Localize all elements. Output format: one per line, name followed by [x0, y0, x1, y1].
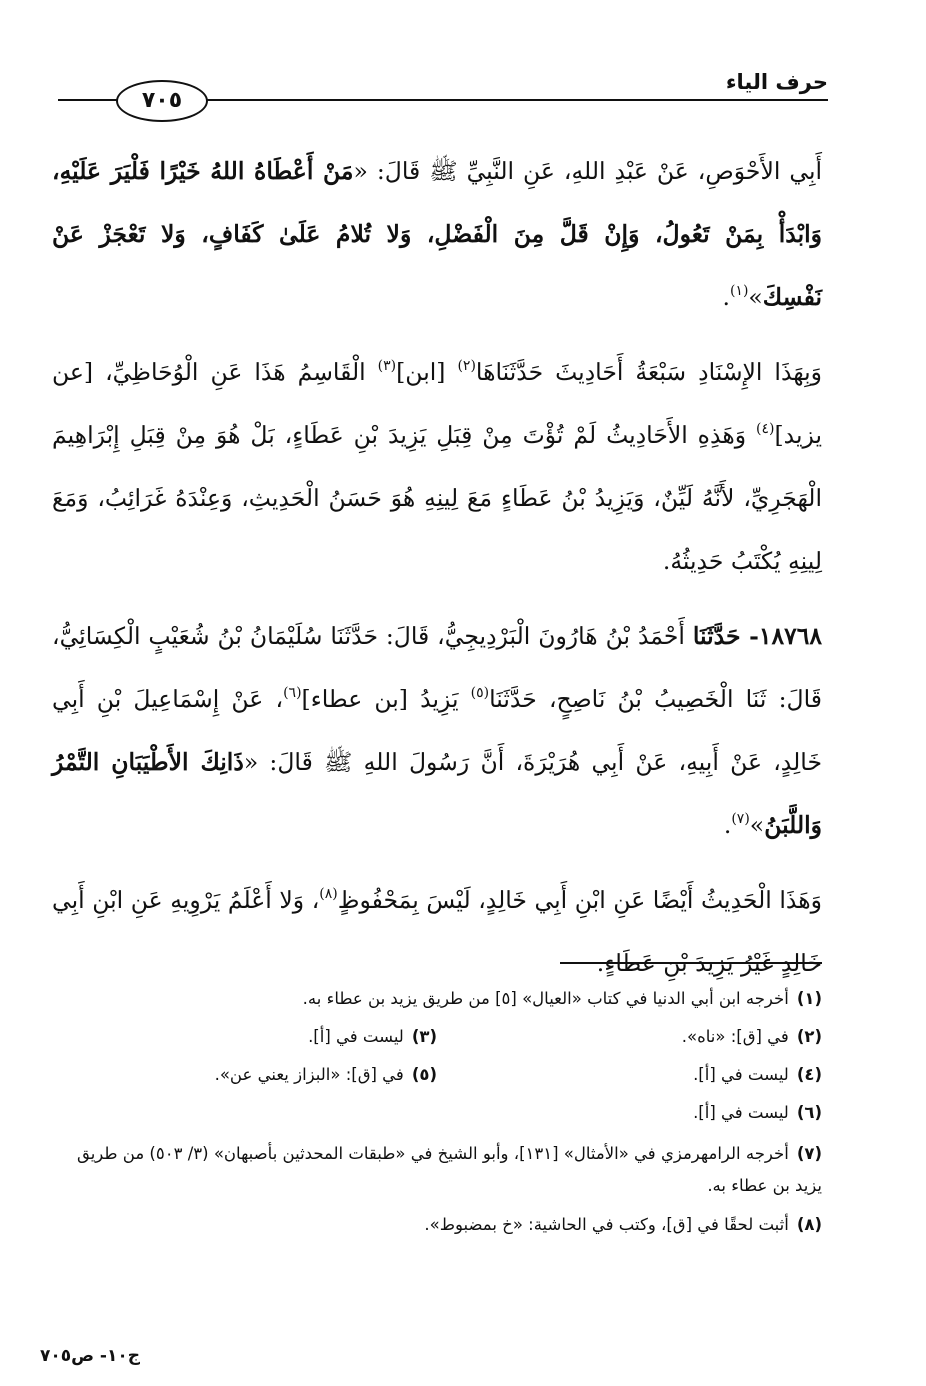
text-run: ، وَلا أَعْلَمُ يَرْوِيهِ عَنِ ابْنِ أَبِي خَالِدٍ غَيْرُ يَزِيدَ بْنِ عَطَاءٍ.: [52, 886, 822, 977]
footnote-2: [437, 1018, 822, 1056]
text-run: الْقَاسِمُ هَذَا عَنِ الْوُحَاظِيِّ، [عن يزيد]: [52, 358, 822, 449]
page-number: ٧٠٥: [116, 80, 208, 122]
footnotes: [52, 980, 822, 1244]
footnote-row: [52, 1018, 822, 1056]
footnote-ref[interactable]: (٦): [283, 685, 302, 701]
main-text: [52, 140, 822, 995]
text-run: أَبِي الأَحْوَصِ، عَنْ عَبْدِ اللهِ، عَنِ النَّبِيِّ ﷺ قَالَ: «: [353, 157, 823, 185]
hadith-opening: حَدَّثَنَا: [692, 622, 741, 650]
footnote-7: [52, 1138, 822, 1202]
footnote-row: [52, 1056, 822, 1094]
text-run: .: [723, 811, 732, 839]
paragraph-2: [52, 341, 822, 593]
text-run: وَهَذَا الْحَدِيثُ أَيْضًا عَنِ ابْنِ أَبِي خَالِدٍ، لَيْسَ بِمَحْفُوظٍ: [337, 886, 822, 914]
footnote-ref[interactable]: (٨): [319, 886, 338, 902]
text-run: يَزِيدُ [بن عطاء]: [301, 685, 471, 713]
footnote-text: أخرجه الرامهرمزي في «الأمثال» [١٣١]، وأبو الشيخ في «طبقات المحدثين بأصبهان» (٣/ ٥٠٣) من طريق يزيد بن عطاء به.: [76, 1144, 822, 1195]
text-run: أَحْمَدُ بْنُ هَارُونَ الْبَرْدِيجِيُّ، قَالَ: حَدَّثَنَا سُلَيْمَانُ بْنُ شُعَيْبٍ الْكِسَائِيُّ، قَالَ: ثَنَا الْخَصِيبُ بْنُ نَاصِحٍ، حَدَّثَنَا: [52, 622, 822, 713]
footnote-number: (٦): [796, 1103, 822, 1122]
footnote-row: [52, 1094, 822, 1132]
footnote-number: (١): [796, 989, 822, 1008]
footnote-number: (٧): [796, 1144, 822, 1163]
footnote-number: (٣): [411, 1027, 437, 1046]
footnote-text: في [ق]: «البزاز يعني عن».: [214, 1065, 404, 1084]
text-run: [ابن]: [396, 358, 458, 386]
footnote-row: [52, 1132, 822, 1206]
footnote-8: [52, 1206, 822, 1244]
footnote-6: [52, 1094, 822, 1132]
footnote-number: (٤): [796, 1065, 822, 1084]
hadith-text: مَنْ أَعْطَاهُ اللهُ خَيْرًا فَلْيَرَ عَلَيْهِ، وَابْدَأْ بِمَنْ تَعُولُ، وَإِنْ قَلَّ مِنَ الْفَضْلِ، وَلا تُلامُ عَلَىٰ كَفَافٍ، وَلا تَعْجَزْ عَنْ نَفْسِكَ: [52, 157, 822, 311]
text-run: »: [748, 283, 763, 311]
footnote-number: (٨): [796, 1215, 822, 1234]
footnote-1: [52, 980, 822, 1018]
paragraph-4: [52, 869, 822, 995]
footnote-3: [52, 1018, 437, 1056]
footnote-ref[interactable]: (١): [729, 283, 749, 299]
footnote-number: (٥): [411, 1065, 437, 1084]
paragraph-1: [52, 140, 822, 329]
footnote-ref[interactable]: (٤): [755, 421, 775, 437]
hadith-number: ١٨٧٦٨-: [740, 622, 822, 650]
footnote-separator: [560, 962, 822, 964]
text-run: وَهَذِهِ الأَحَادِيثُ لَمْ تُؤْتَ مِنْ قِبَلِ يَزِيدَ بْنِ عَطَاءٍ، بَلْ هُوَ مِنْ قِبَلِ إِبْرَاهِيمَ الْهَجَرِيِّ، لأَنَّهُ لَيِّنٌ، وَيَزِيدُ بْنُ عَطَاءٍ مَعَ لِينِهِ هُوَ حَسَنُ الْحَدِيثِ، وَعِنْدَهُ غَرَائِبُ، وَمَعَ لِينِهِ يُكْتَبُ حَدِيثُهُ.: [52, 421, 822, 575]
footnote-row: [52, 1206, 822, 1244]
text-run: وَبِهَذَا الإِسْنَادِ سَبْعَةُ أَحَادِيثَ حَدَّثَنَاهَا: [475, 358, 823, 386]
footnote-text: أثبت لحقًا في [ق]، وكتب في الحاشية: «خ بمضبوط».: [424, 1215, 789, 1234]
footnote-5: [52, 1056, 437, 1094]
text-run: ، عَنْ إِسْمَاعِيلَ بْنِ أَبِي خَالِدٍ، عَنْ أَبِيهِ، عَنْ أَبِي هُرَيْرَةَ، أَنَّ رَسُولَ اللهِ ﷺ قَالَ: «: [52, 685, 822, 776]
paragraph-3: [52, 605, 822, 857]
text-run: »: [749, 811, 765, 839]
running-title: حرف الياء: [725, 70, 828, 94]
footnote-ref[interactable]: (٧): [731, 811, 750, 827]
text-run: .: [722, 283, 730, 311]
footnote-4: [437, 1056, 822, 1094]
footnote-text: في [ق]: «ناه».: [681, 1027, 789, 1046]
hadith-text: ذَانِكَ الأَطْيَبَانِ التَّمْرُ وَاللَّبَنُ: [52, 748, 822, 839]
volume-page-reference: ج١٠- ص٧٠٥: [40, 1346, 141, 1366]
page-header: [58, 66, 828, 126]
footnote-ref[interactable]: (٣): [377, 358, 397, 374]
footnote-row: [52, 980, 822, 1018]
footnote-text: ليست في [أ].: [693, 1065, 789, 1084]
footnote-text: ليست في [أ].: [308, 1027, 404, 1046]
footnote-ref[interactable]: (٢): [457, 358, 476, 374]
footnote-ref[interactable]: (٥): [470, 685, 490, 701]
footnote-number: (٢): [796, 1027, 822, 1046]
footnote-text: أخرجه ابن أبي الدنيا في كتاب «العيال» [٥] من طريق يزيد بن عطاء به.: [302, 989, 789, 1008]
footnote-text: ليست في [أ].: [693, 1103, 789, 1122]
